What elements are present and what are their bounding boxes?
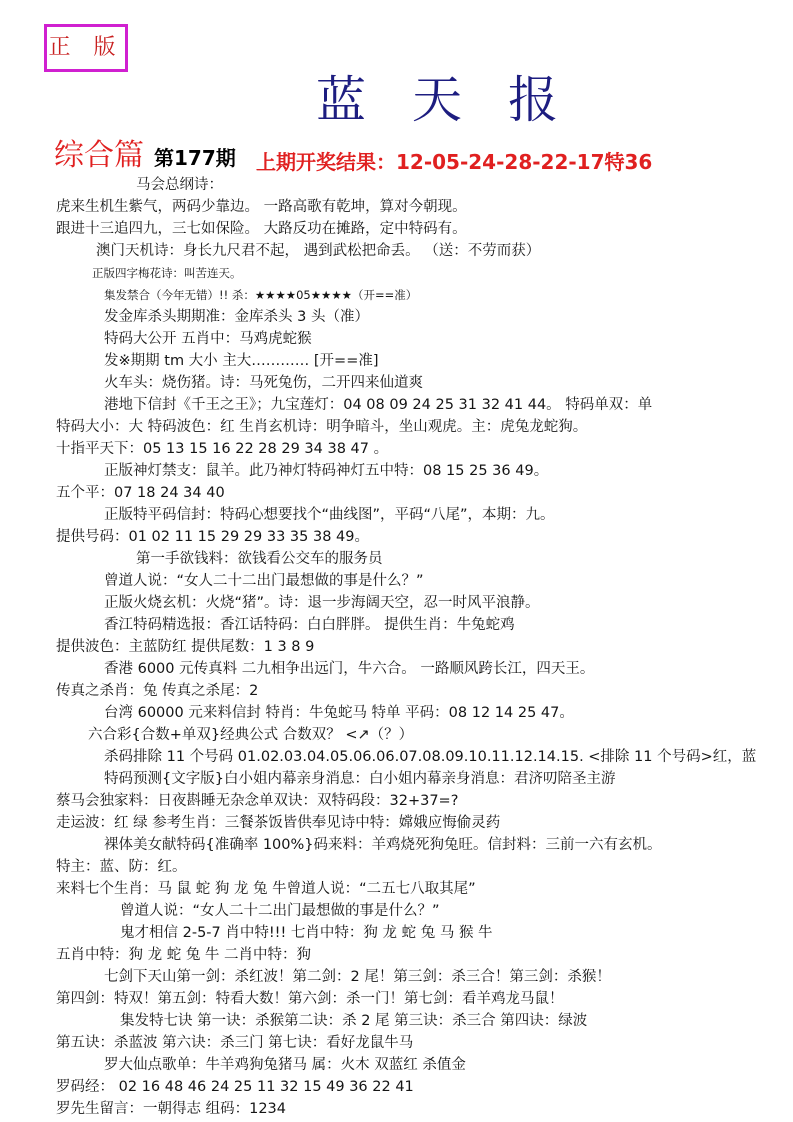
text-line: 提供号码：01 02 11 15 29 29 33 35 38 49。 <box>56 529 369 545</box>
text-line: 第四剑：特双！第五剑：特看大数！第六剑：杀一门！第七剑：看羊鸡龙马鼠！ <box>56 991 564 1007</box>
text-line: 特码大小：大 特码波色：红 生肖玄机诗：明争暗斗，坐山观虎。主：虎兔龙蛇狗。 <box>56 419 588 435</box>
issue-number: 第177期 <box>154 146 236 170</box>
text-line: 正版火烧玄机：火烧“猪”。诗：退一步海阔天空，忍一时风平浪静。 <box>104 595 540 611</box>
text-line: 罗码经： 02 16 48 46 24 25 11 32 15 49 36 22 41 <box>56 1079 414 1095</box>
text-line: 台湾 60000 元来料信封 特肖：牛兔蛇马 特单 平码：08 12 14 25 47。 <box>104 705 574 721</box>
text-line: 曾道人说：“女人二十二出门最想做的事是什么？” <box>120 903 440 919</box>
text-line: 罗先生留言：一朝得志 组码：1234 <box>56 1101 287 1117</box>
text-line: 传真之杀肖：兔 传真之杀尾：2 <box>56 683 259 699</box>
text-line: 特主：蓝、防：红。 <box>56 859 187 875</box>
text-line: 鬼才相信 2-5-7 肖中特!!! 七肖中特：狗 龙 蛇 兔 马 猴 牛 <box>120 925 493 941</box>
text-line: 曾道人说：“女人二十二出门最想做的事是什么？” <box>104 573 424 589</box>
text-line: 罗大仙点歌单：牛羊鸡狗兔猪马 属：火木 双蓝红 杀值金 <box>104 1057 466 1073</box>
text-line: 澳门天机诗：身长九尺君不起， 遇到武松把命丢。 （送：不劳而获） <box>96 243 541 259</box>
text-line: 来料七个生肖：马 鼠 蛇 狗 龙 兔 牛曾道人说：“二五七八取其尾” <box>56 881 476 897</box>
text-line: 裸体美女献特码{准确率 100%}码来料：羊鸡烧死狗兔旺。信封料：三前一六有玄机。 <box>104 837 662 853</box>
text-line: 五肖中特：狗 龙 蛇 兔 牛 二肖中特：狗 <box>56 947 312 963</box>
text-line: 集发特七诀 第一诀：杀猴第二诀：杀 2 尾 第三诀：杀三合 第四诀：绿波 <box>120 1013 588 1029</box>
text-line: 虎来生机生紫气，两码少靠边。 一路高歌有乾坤，算对今朝现。 <box>56 199 467 215</box>
text-line: 五个平：07 18 24 34 40 <box>56 485 225 501</box>
last-draw-result: 上期开奖结果：12-05-24-28-22-17特36 <box>256 150 653 174</box>
text-line: 发※期期 tm 大小 主大………… [开==准] <box>104 353 379 369</box>
text-line: 正版四字梅花诗：叫苦连天。 <box>92 266 242 280</box>
text-line: 第一手欲钱料：欲钱看公交车的服务员 <box>136 551 383 567</box>
text-line: 正版神灯禁支：鼠羊。此乃神灯特码神灯五中特：08 15 25 36 49。 <box>104 463 549 479</box>
text-line: 港地下信封《千王之王》；九宝莲灯：04 08 09 24 25 31 32 41 44。 特码单双：单 <box>104 397 653 413</box>
text-line: 六合彩{合数+单双}经典公式 合数双？ <↗（？） <box>88 727 414 743</box>
text-line: 香江特码精选报：香江话特码：白白胖胖。 提供生肖：牛兔蛇鸡 <box>104 617 515 633</box>
category-label: 综合篇 <box>54 138 144 173</box>
text-line: 火车头：烧伤猪。诗：马死兔伤，二开四来仙道爽 <box>104 375 423 391</box>
newspaper-title: 蓝天报 <box>316 71 604 129</box>
text-line: 七剑下天山第一剑：杀红波！第二剑：2 尾！第三剑：杀三合！第三剑：杀猴！ <box>104 969 611 985</box>
text-line: 马会总纲诗： <box>136 177 223 193</box>
text-line: 十指平天下：05 13 15 16 22 28 29 34 38 47 。 <box>56 441 389 457</box>
text-line: 发金库杀头期期准：金库杀头 3 头（准） <box>104 309 369 325</box>
text-line: 特码预测{文字版}白小姐内幕亲身消息：白小姐内幕亲身消息：君济叨陪圣主游 <box>104 771 616 787</box>
text-line: 第五诀：杀蓝波 第六诀：杀三门 第七诀：看好龙鼠牛马 <box>56 1035 414 1051</box>
text-line: 香港 6000 元传真料 二九相争出远门，牛六合。 一路顺风跨长江，四天王。 <box>104 661 595 677</box>
text-line: 蔡马会独家料：日夜斟睡无杂念单双诀：双特码段：32+37=? <box>56 793 459 809</box>
text-line: 正版特平码信封：特码心想要找个“曲线图”，平码“八尾”，本期：九。 <box>104 507 555 523</box>
text-line: 集发禁合（今年无错）!! 杀：★★★★05★★★★（开==准） <box>104 288 418 302</box>
text-line: 杀码排除 11 个号码 01.02.03.04.05.06.06.07.08.09.10.11.12.14.15. <排除 11 个号码>红，蓝 <box>104 749 757 765</box>
text-line: 特码大公开 五肖中：马鸡虎蛇猴 <box>104 331 312 347</box>
genuine-badge: 正 版 <box>44 24 128 72</box>
text-line: 跟进十三追四九，三七如保险。 大路反功在摊路，定中特码有。 <box>56 221 467 237</box>
text-line: 提供波色：主蓝防红 提供尾数：1 3 8 9 <box>56 639 315 655</box>
text-line: 走运波：红 绿 参考生肖：三餐茶饭皆供奉见诗中特：嫦娥应悔偷灵药 <box>56 815 501 831</box>
